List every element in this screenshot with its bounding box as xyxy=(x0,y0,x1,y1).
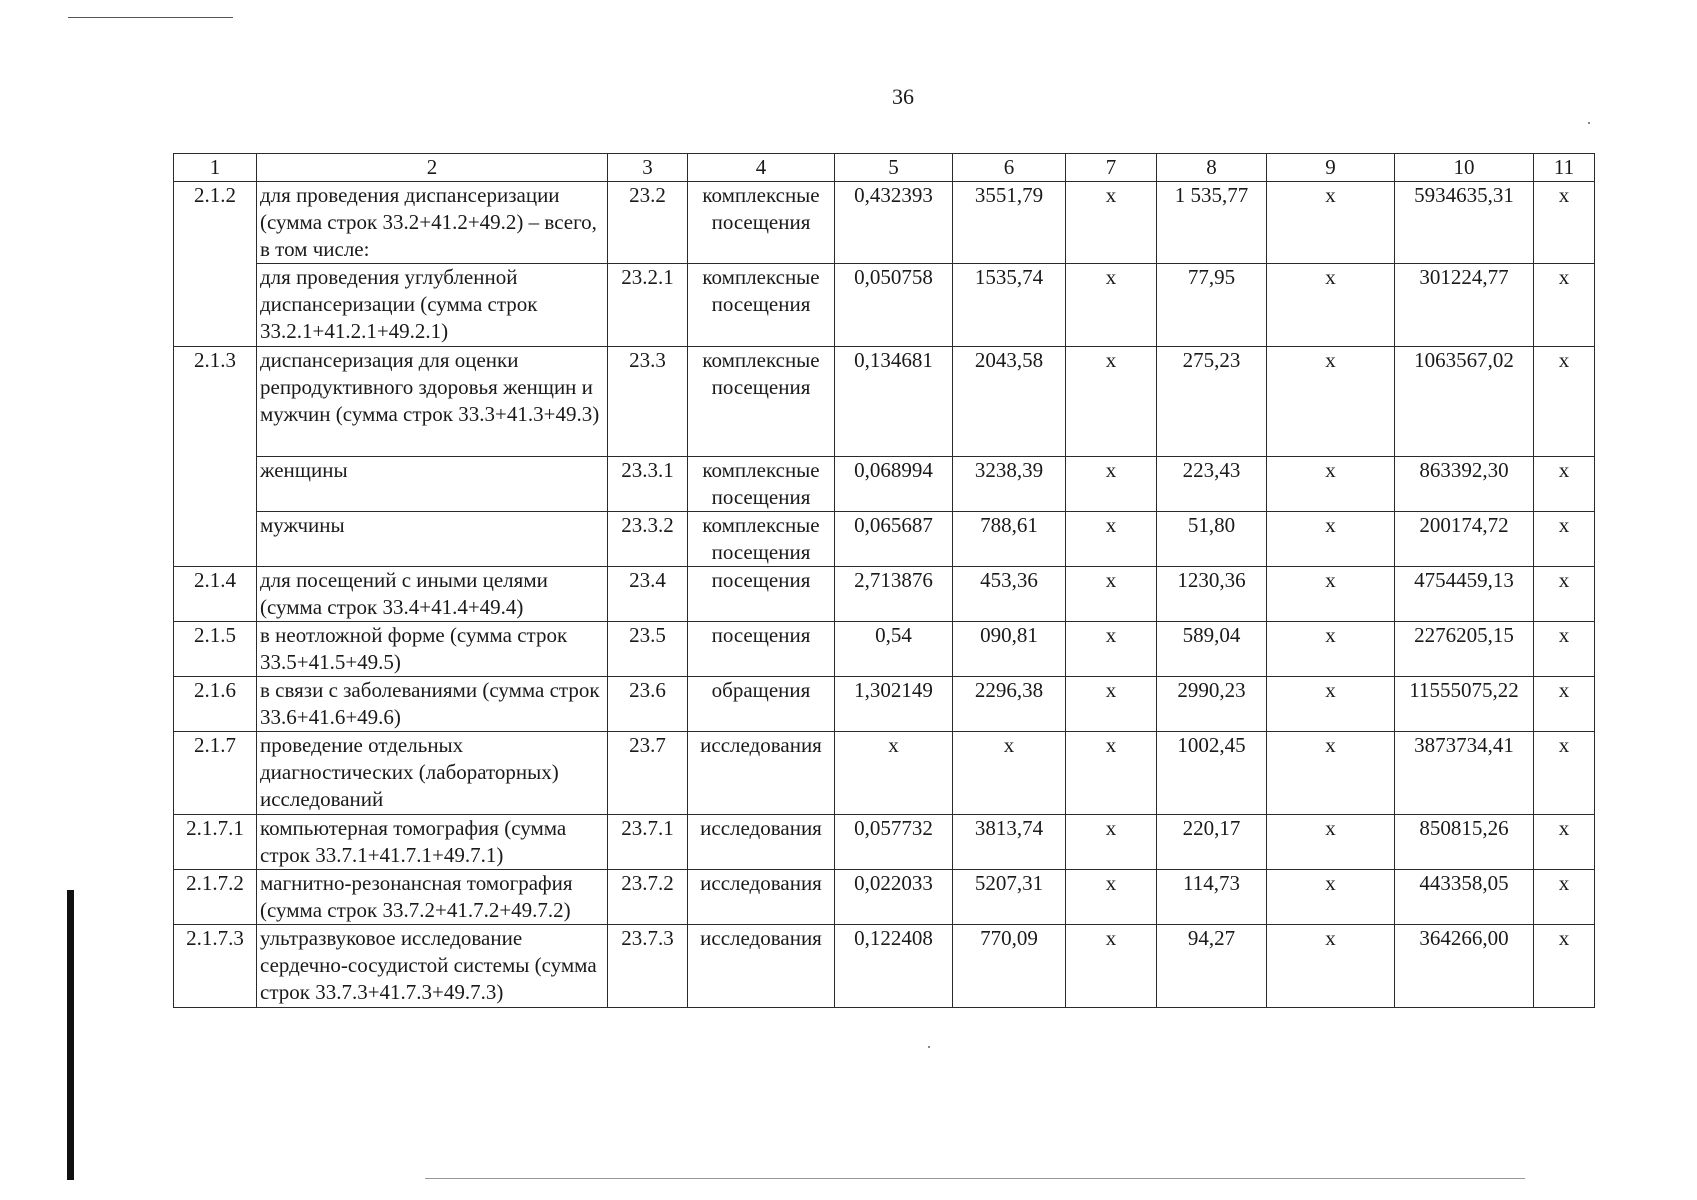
row-description: для проведения диспансеризации (сумма строк 33.2+41.2+49.2) – всего, в том числе: xyxy=(257,182,608,264)
row-description: ультразвуковое исследование сердечно-сосудистой системы (сумма строк 33.7.3+41.7.3+49.7.3) xyxy=(257,925,608,1008)
table-row xyxy=(174,264,1595,347)
row-code: 23.2.1 xyxy=(608,264,688,347)
table-row xyxy=(174,457,1595,512)
cell-col10: 3873734,41 xyxy=(1395,732,1534,815)
row-unit: комплексные посещения xyxy=(688,512,835,567)
cell-col5: 0,122408 xyxy=(835,925,953,1008)
cell-col7: х xyxy=(1066,182,1157,264)
table-row xyxy=(174,677,1595,732)
cell-col10: 850815,26 xyxy=(1395,815,1534,870)
scan-speck xyxy=(928,1046,930,1048)
cell-col8: 589,04 xyxy=(1157,622,1267,677)
column-header: 2 xyxy=(257,154,608,182)
cell-col11: х xyxy=(1534,512,1595,567)
row-unit: обращения xyxy=(688,677,835,732)
row-number: 2.1.7.1 xyxy=(174,815,257,870)
cell-col6: 1535,74 xyxy=(953,264,1066,347)
cell-col9: х xyxy=(1267,512,1395,567)
cell-col7: х xyxy=(1066,815,1157,870)
row-code: 23.7 xyxy=(608,732,688,815)
cell-col11: х xyxy=(1534,925,1595,1008)
cell-col9: х xyxy=(1267,182,1395,264)
column-header: 6 xyxy=(953,154,1066,182)
column-header: 11 xyxy=(1534,154,1595,182)
row-unit: посещения xyxy=(688,622,835,677)
cell-col9: х xyxy=(1267,622,1395,677)
column-header: 10 xyxy=(1395,154,1534,182)
row-unit: исследования xyxy=(688,815,835,870)
bottom-rule xyxy=(425,1178,1525,1179)
cell-col11: х xyxy=(1534,347,1595,457)
row-code: 23.7.1 xyxy=(608,815,688,870)
row-number: 2.1.2 xyxy=(174,182,257,347)
cell-col9: х xyxy=(1267,457,1395,512)
cell-col10: 1063567,02 xyxy=(1395,347,1534,457)
row-number: 2.1.4 xyxy=(174,567,257,622)
cell-col7: х xyxy=(1066,925,1157,1008)
cell-col8: 2990,23 xyxy=(1157,677,1267,732)
row-description: магнитно-резонансная томография (сумма строк 33.7.2+41.7.2+49.7.2) xyxy=(257,870,608,925)
cell-col9: х xyxy=(1267,732,1395,815)
table-row xyxy=(174,512,1595,567)
row-number: 2.1.5 xyxy=(174,622,257,677)
scan-speck xyxy=(1588,122,1590,124)
column-header: 8 xyxy=(1157,154,1267,182)
column-header: 1 xyxy=(174,154,257,182)
row-number: 2.1.6 xyxy=(174,677,257,732)
cell-col10: 4754459,13 xyxy=(1395,567,1534,622)
cell-col11: х xyxy=(1534,567,1595,622)
cell-col7: х xyxy=(1066,457,1157,512)
table-row xyxy=(174,870,1595,925)
cell-col7: х xyxy=(1066,512,1157,567)
cell-col11: х xyxy=(1534,457,1595,512)
cell-col7: х xyxy=(1066,870,1157,925)
column-header: 9 xyxy=(1267,154,1395,182)
cell-col5: 0,432393 xyxy=(835,182,953,264)
table-header-row xyxy=(174,154,1595,182)
cell-col6: 2043,58 xyxy=(953,347,1066,457)
cell-col6: 5207,31 xyxy=(953,870,1066,925)
row-description: для проведения углубленной диспансеризации (сумма строк 33.2.1+41.2.1+49.2.1) xyxy=(257,264,608,347)
row-description: компьютерная томография (сумма строк 33.7.1+41.7.1+49.7.1) xyxy=(257,815,608,870)
row-number: 2.1.7.2 xyxy=(174,870,257,925)
table-row xyxy=(174,567,1595,622)
cell-col9: х xyxy=(1267,264,1395,347)
cell-col11: х xyxy=(1534,870,1595,925)
row-description: в связи с заболеваниями (сумма строк 33.6+41.6+49.6) xyxy=(257,677,608,732)
row-code: 23.3.1 xyxy=(608,457,688,512)
cell-col5: 0,134681 xyxy=(835,347,953,457)
cell-col7: х xyxy=(1066,732,1157,815)
cell-col7: х xyxy=(1066,264,1157,347)
row-unit: комплексные посещения xyxy=(688,457,835,512)
cell-col7: х xyxy=(1066,622,1157,677)
row-number: 2.1.3 xyxy=(174,347,257,567)
table-row xyxy=(174,732,1595,815)
cell-col6: 3238,39 xyxy=(953,457,1066,512)
row-description: для посещений с иными целями (сумма строк 33.4+41.4+49.4) xyxy=(257,567,608,622)
table-row xyxy=(174,347,1595,457)
row-code: 23.4 xyxy=(608,567,688,622)
row-code: 23.7.3 xyxy=(608,925,688,1008)
cell-col8: 51,80 xyxy=(1157,512,1267,567)
row-code: 23.2 xyxy=(608,182,688,264)
row-code: 23.5 xyxy=(608,622,688,677)
row-description: мужчины xyxy=(257,512,608,567)
cell-col6: 770,09 xyxy=(953,925,1066,1008)
cell-col6: 2296,38 xyxy=(953,677,1066,732)
cell-col10: 11555075,22 xyxy=(1395,677,1534,732)
row-unit: комплексные посещения xyxy=(688,264,835,347)
row-description: женщины xyxy=(257,457,608,512)
cell-col5: 0,022033 xyxy=(835,870,953,925)
cell-col7: х xyxy=(1066,567,1157,622)
row-description: диспансеризация для оценки репродуктивного здоровья женщин и мужчин (сумма строк 33.3+41.3+49.3) xyxy=(257,347,608,457)
cell-col10: 863392,30 xyxy=(1395,457,1534,512)
row-unit: исследования xyxy=(688,870,835,925)
cell-col5: х xyxy=(835,732,953,815)
cell-col9: х xyxy=(1267,347,1395,457)
cell-col8: 223,43 xyxy=(1157,457,1267,512)
cell-col10: 5934635,31 xyxy=(1395,182,1534,264)
cell-col8: 1002,45 xyxy=(1157,732,1267,815)
table-row xyxy=(174,815,1595,870)
cell-col9: х xyxy=(1267,815,1395,870)
row-code: 23.6 xyxy=(608,677,688,732)
row-code: 23.3.2 xyxy=(608,512,688,567)
cell-col8: 1 535,77 xyxy=(1157,182,1267,264)
cell-col8: 275,23 xyxy=(1157,347,1267,457)
row-unit: исследования xyxy=(688,732,835,815)
cell-col9: х xyxy=(1267,925,1395,1008)
cell-col6: х xyxy=(953,732,1066,815)
cell-col11: х xyxy=(1534,264,1595,347)
cell-col5: 0,065687 xyxy=(835,512,953,567)
cell-col10: 364266,00 xyxy=(1395,925,1534,1008)
top-rule xyxy=(68,17,233,18)
table-row xyxy=(174,622,1595,677)
cell-col6: 3551,79 xyxy=(953,182,1066,264)
cell-col5: 0,068994 xyxy=(835,457,953,512)
cell-col8: 94,27 xyxy=(1157,925,1267,1008)
cell-col8: 114,73 xyxy=(1157,870,1267,925)
column-header: 3 xyxy=(608,154,688,182)
cell-col5: 0,54 xyxy=(835,622,953,677)
table-row xyxy=(174,925,1595,1008)
cell-col6: 090,81 xyxy=(953,622,1066,677)
cell-col10: 301224,77 xyxy=(1395,264,1534,347)
row-number: 2.1.7 xyxy=(174,732,257,815)
cell-col8: 220,17 xyxy=(1157,815,1267,870)
column-header: 4 xyxy=(688,154,835,182)
row-unit: исследования xyxy=(688,925,835,1008)
cell-col9: х xyxy=(1267,870,1395,925)
row-description: в неотложной форме (сумма строк 33.5+41.5+49.5) xyxy=(257,622,608,677)
cell-col11: х xyxy=(1534,677,1595,732)
binding-edge-shadow xyxy=(67,890,74,1180)
cell-col6: 3813,74 xyxy=(953,815,1066,870)
cell-col10: 200174,72 xyxy=(1395,512,1534,567)
cell-col6: 453,36 xyxy=(953,567,1066,622)
cell-col11: х xyxy=(1534,182,1595,264)
cell-col8: 1230,36 xyxy=(1157,567,1267,622)
cell-col10: 2276205,15 xyxy=(1395,622,1534,677)
cell-col7: х xyxy=(1066,677,1157,732)
row-code: 23.7.2 xyxy=(608,870,688,925)
row-unit: комплексные посещения xyxy=(688,347,835,457)
column-header: 7 xyxy=(1066,154,1157,182)
cell-col11: х xyxy=(1534,622,1595,677)
column-header: 5 xyxy=(835,154,953,182)
cell-col11: х xyxy=(1534,732,1595,815)
cell-col10: 443358,05 xyxy=(1395,870,1534,925)
cell-col5: 2,713876 xyxy=(835,567,953,622)
cell-col5: 0,057732 xyxy=(835,815,953,870)
cell-col6: 788,61 xyxy=(953,512,1066,567)
data-table xyxy=(173,153,1595,1008)
cell-col9: х xyxy=(1267,567,1395,622)
cell-col5: 0,050758 xyxy=(835,264,953,347)
row-unit: посещения xyxy=(688,567,835,622)
cell-col11: х xyxy=(1534,815,1595,870)
page-number: 36 xyxy=(892,84,914,109)
cell-col7: х xyxy=(1066,347,1157,457)
cell-col9: х xyxy=(1267,677,1395,732)
row-description: проведение отдельных диагностических (лабораторных) исследований xyxy=(257,732,608,815)
table-row xyxy=(174,182,1595,264)
cell-col8: 77,95 xyxy=(1157,264,1267,347)
row-unit: комплексные посещения xyxy=(688,182,835,264)
row-number: 2.1.7.3 xyxy=(174,925,257,1008)
row-code: 23.3 xyxy=(608,347,688,457)
cell-col5: 1,302149 xyxy=(835,677,953,732)
